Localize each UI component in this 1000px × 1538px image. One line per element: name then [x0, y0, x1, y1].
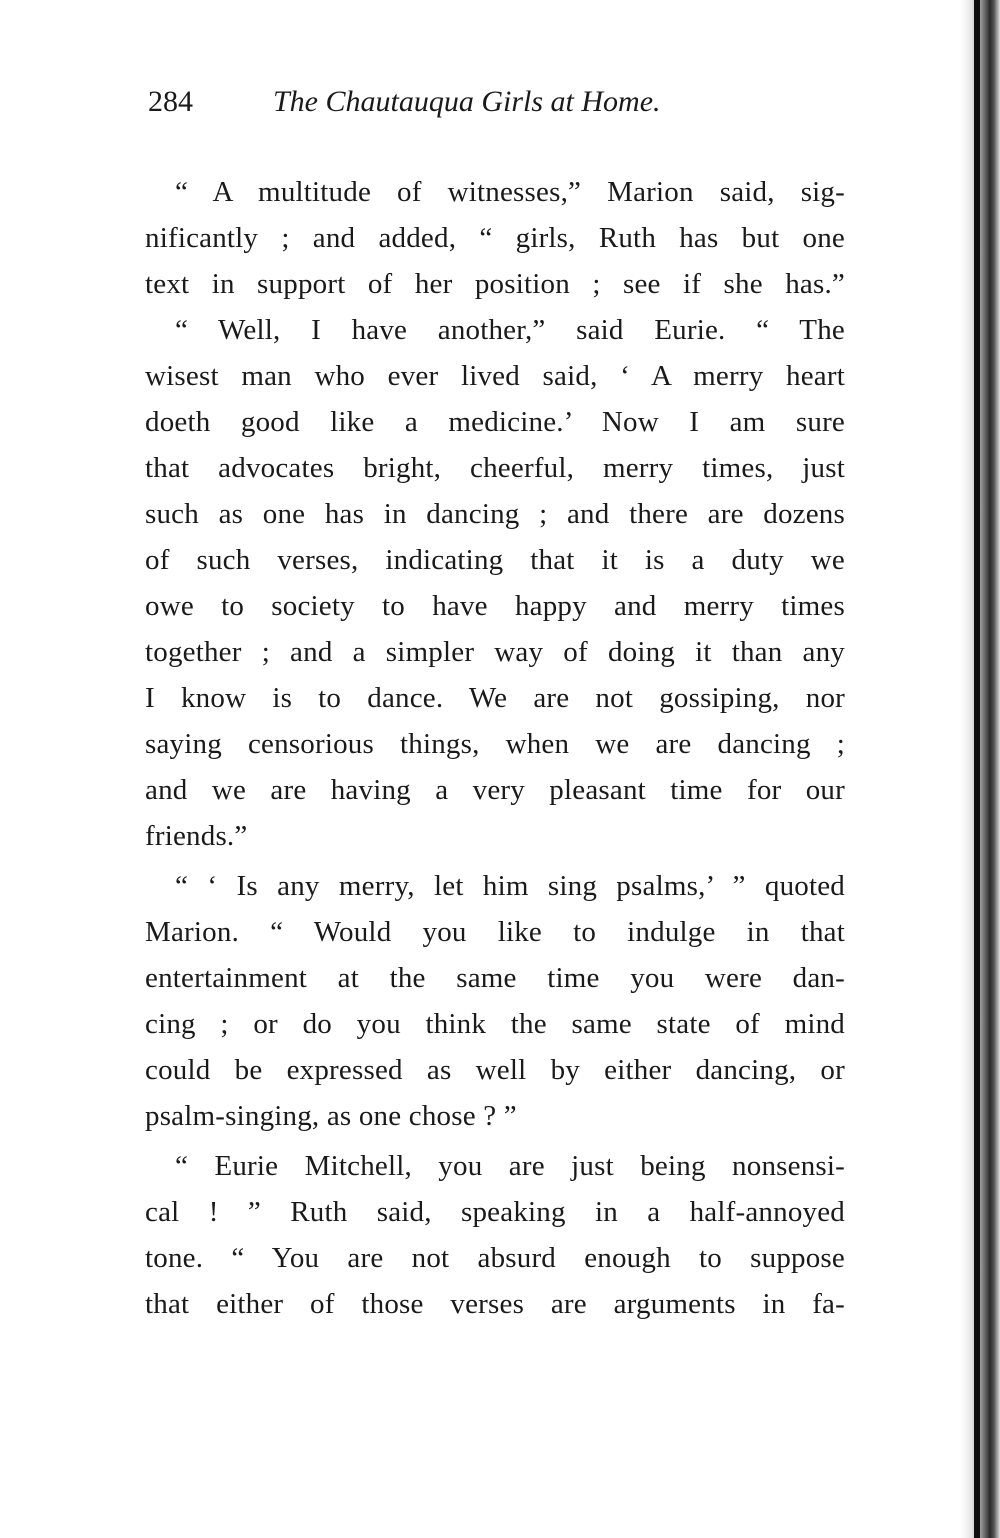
text-line: that advocates bright, cheerful, merry times, just	[145, 452, 845, 484]
running-title: The Chautauqua Girls at Home.	[273, 85, 661, 118]
text-line: entertainment at the same time you were dan-	[145, 962, 845, 994]
text-line: of such verses, indicating that it is a duty we	[145, 544, 845, 576]
text-line: saying censorious things, when we are dancing ;	[145, 728, 845, 760]
page-header	[148, 85, 768, 135]
text-line: tone. “ You are not absurd enough to suppose	[145, 1242, 845, 1274]
text-line: “ ‘ Is any merry, let him sing psalms,’ ” quoted	[175, 870, 845, 902]
text-line: text in support of her position ; see if she has.”	[145, 268, 845, 300]
text-line: could be expressed as well by either dancing, or	[145, 1054, 845, 1086]
page-number: 284	[148, 85, 193, 118]
text-line: together ; and a simpler way of doing it than any	[145, 636, 845, 668]
text-line: wisest man who ever lived said, ‘ A merry heart	[145, 360, 845, 392]
text-line: owe to society to have happy and merry times	[145, 590, 845, 622]
text-line: cing ; or do you think the same state of mind	[145, 1008, 845, 1040]
text-line: psalm-singing, as one chose ? ”	[145, 1100, 517, 1132]
text-line: cal ! ” Ruth said, speaking in a half-annoyed	[145, 1196, 845, 1228]
page-gutter-line	[974, 0, 980, 1538]
text-line: such as one has in dancing ; and there are dozens	[145, 498, 845, 530]
page-spine-edge	[960, 0, 1000, 1538]
text-line: Marion. “ Would you like to indulge in that	[145, 916, 845, 948]
text-line: I know is to dance. We are not gossiping, nor	[145, 682, 845, 714]
text-line: and we are having a very pleasant time for our	[145, 774, 845, 806]
text-line: nificantly ; and added, “ girls, Ruth has but one	[145, 222, 845, 254]
text-line: “ Well, I have another,” said Eurie. “ The	[175, 314, 845, 346]
text-line: “ A multitude of witnesses,” Marion said, sig-	[175, 176, 845, 208]
text-line: “ Eurie Mitchell, you are just being nonsensi-	[175, 1150, 845, 1182]
text-line: that either of those verses are arguments in fa-	[145, 1288, 845, 1320]
text-line: doeth good like a medicine.’ Now I am sure	[145, 406, 845, 438]
text-line: friends.”	[145, 820, 248, 852]
